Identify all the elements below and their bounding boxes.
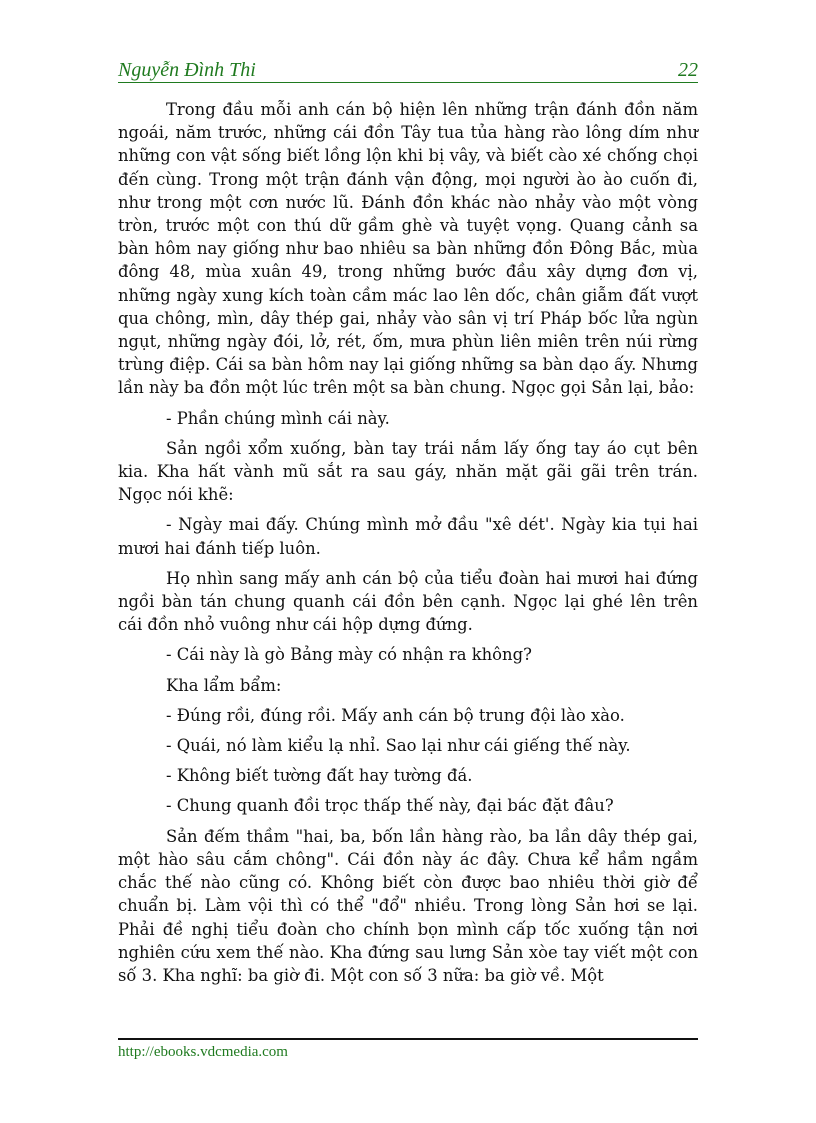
dialogue-line: - Quái, nó làm kiểu lạ nhỉ. Sao lại như cái giếng thế này. (166, 736, 631, 756)
footer-url: http://ebooks.vdcmedia.com (118, 1044, 288, 1060)
page-number: 22 (678, 59, 698, 81)
paragraph: Trong đầu mỗi anh cán bộ hiện lên những trận đánh đồn năm ngoái, năm trước, những cái đồn Tây tua tủa hàng rào lông dím như những con vật sống biết lồng lộn khi bị vây, và biết cào xé chống chọi đến cùng. Trong một trận đánh vận động, mọi người ào ào cuốn đi, như trong một cơn nước lũ. Đánh đồn khác nào nhảy vào một vòng tròn, trước một con thú dữ gầm ghè và tuyệt vọng. Quang cảnh sa bàn hôm nay giống như bao nhiêu sa bàn những đồn Đông Bắc, mùa đông 48, mùa xuân 49, trong những bước đầu xây dựng đơn vị, những ngày xung kích toàn cầm mác lao lên dốc, chân giẫm đất vượt qua chông, mìn, dây thép gai, nhảy vào sân vị trí Pháp bốc lửa ngùn ngụt, những ngày đói, lở, rét, ốm, mưa phùn liên miên trên núi rừng trùng điệp. Cái sa bàn hôm nay lại giống những sa bàn dạo ấy. Nhưng lần này ba đồn một lúc trên một sa bàn chung. Ngọc gọi Sản lại, bảo: (118, 100, 698, 398)
body-text (118, 98, 698, 994)
running-header (118, 58, 698, 83)
author-name: Nguyễn Đình Thi (118, 59, 256, 81)
dialogue-line: - Không biết tường đất hay tường đá. (166, 766, 473, 786)
dialogue-line: - Phần chúng mình cái này. (166, 408, 390, 428)
dialogue-line: - Ngày mai đấy. Chúng mình mở đầu "xê dét'. Ngày kia tụi hai mươi hai đánh tiếp luôn. (118, 515, 698, 558)
dialogue-line: - Cái này là gò Bảng mày có nhận ra không? (166, 645, 532, 665)
paragraph: Sản ngồi xổm xuống, bàn tay trái nắm lấy ống tay áo cụt bên kia. Kha hất vành mũ sắt ra sau gáy, nhăn mặt gãi gãi trên trán. Ngọc nói khẽ: (118, 438, 698, 505)
dialogue-line: - Chung quanh đồi trọc thấp thế này, đại bác đặt đâu? (166, 796, 614, 816)
footer-rule (118, 1038, 698, 1040)
dialogue-line: - Đúng rồi, đúng rồi. Mấy anh cán bộ trung đội lào xào. (166, 705, 625, 725)
paragraph: Sản đếm thầm "hai, ba, bốn lần hàng rào, ba lần dây thép gai, một hào sâu cắm chông". Cái đồn này ác đây. Chưa kể hầm ngầm chắc thế nào cũng có. Không biết còn được bao nhiêu thời giờ để chuẩn bị. Làm vội thì có thể "đổ" nhiều. Trong lòng Sản hơi se lại. Phải đề nghị tiểu đoàn cho chính bọn mình cấp tốc xuống tận nơi nghiên cứu xem thế nào. Kha đứng sau lưng Sản xòe tay viết một con số 3. Kha nghĩ: ba giờ đi. Một con số 3 nữa: ba giờ về. Một (118, 826, 698, 985)
dialogue-line: Kha lẩm bẩm: (166, 675, 282, 695)
paragraph: Họ nhìn sang mấy anh cán bộ của tiểu đoàn hai mươi hai đứng ngồi bàn tán chung quanh cái đồn bên cạnh. Ngọc lại ghé lên trên cái đồn nhỏ vuông như cái hộp dựng đứng. (118, 568, 698, 635)
